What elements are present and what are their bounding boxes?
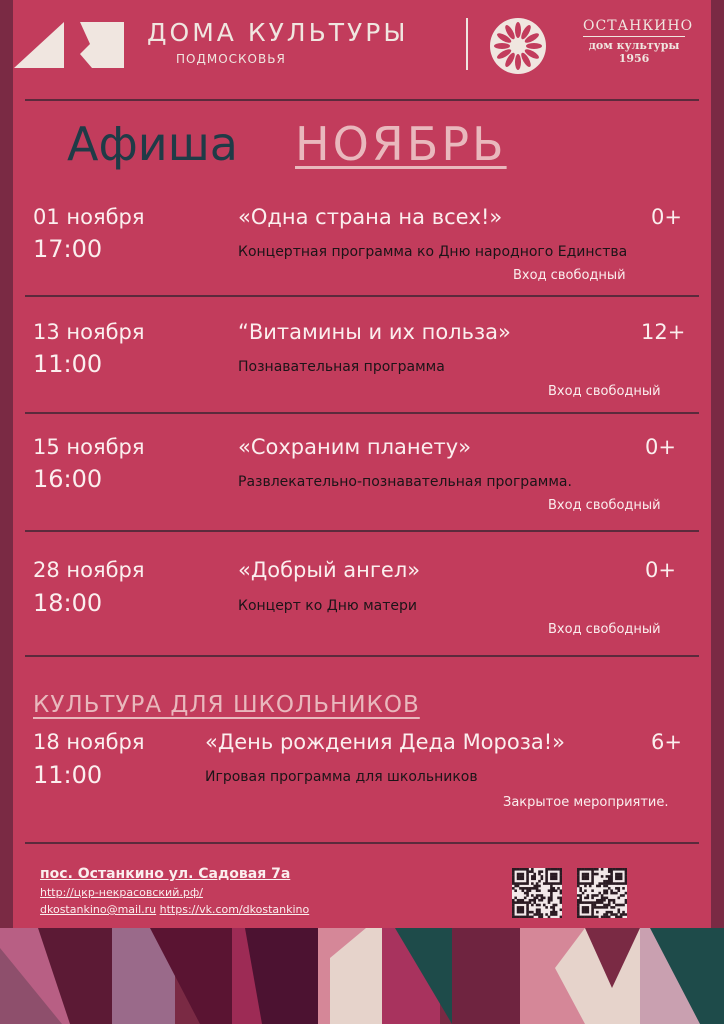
event-description: Развлекательно-познавательная программа.	[238, 474, 572, 490]
event-description: Игровая программа для школьников	[205, 769, 478, 785]
qr-code-icon[interactable]	[577, 868, 627, 918]
page-title: Афиша	[67, 117, 238, 171]
ostankino-subtitle: дом культуры	[588, 39, 680, 52]
age-rating: 12+	[641, 320, 686, 344]
website-link[interactable]: http://цкр-некрасовский.рф/	[40, 886, 203, 899]
divider	[25, 295, 699, 297]
ostankino-name: ОСТАНКИНО	[583, 18, 685, 37]
event-time: 17:00	[33, 235, 103, 263]
age-rating: 0+	[651, 205, 682, 229]
divider	[25, 842, 699, 844]
event-time: 16:00	[33, 465, 103, 493]
age-rating: 6+	[651, 730, 682, 754]
event-title: «День рождения Деда Мороза!»	[205, 730, 566, 754]
ostankino-year: 1956	[618, 52, 650, 65]
event-description: Концертная программа ко Дню народного Единства	[238, 244, 628, 260]
event-title: “Витамины и их польза»	[238, 320, 511, 344]
age-rating: 0+	[645, 558, 676, 582]
sun-logo-icon	[489, 17, 547, 75]
divider	[25, 412, 699, 414]
event-date: 15 ноября	[33, 435, 145, 459]
triangle-logo-icon	[14, 20, 126, 70]
event-description: Познавательная программа	[238, 359, 445, 375]
brand-subtitle: ПОДМОСКОВЬЯ	[176, 52, 286, 66]
event-date: 01 ноября	[33, 205, 145, 229]
contacts	[40, 903, 309, 916]
address: пос. Останкино ул. Садовая 7а	[40, 866, 291, 882]
event-time: 18:00	[33, 589, 103, 617]
ostankino-logo	[583, 18, 694, 65]
event-time: 11:00	[33, 761, 103, 789]
event-date: 28 ноября	[33, 558, 145, 582]
month-title: НОЯБРЬ	[295, 117, 507, 171]
event-title: «Одна страна на всех!»	[238, 205, 503, 229]
divider	[25, 655, 699, 657]
event-description: Концерт ко Дню матери	[238, 598, 417, 614]
entry-info: Вход свободный	[548, 384, 661, 399]
decorative-footer	[0, 928, 724, 1024]
header-divider	[466, 18, 468, 70]
vk-link[interactable]: https://vk.com/dkostankino	[159, 903, 310, 916]
qr-code-icon	[512, 868, 562, 918]
event-time: 11:00	[33, 350, 103, 378]
brand-title: ДОМА КУЛЬТУРЫ	[147, 18, 409, 47]
divider	[25, 530, 699, 532]
qr-code-icon	[577, 868, 627, 918]
event-date: 18 ноября	[33, 730, 145, 754]
divider	[25, 99, 699, 101]
qr-code-icon[interactable]	[512, 868, 562, 918]
event-title: «Добрый ангел»	[238, 558, 421, 582]
event-title: «Сохраним планету»	[238, 435, 472, 459]
event-date: 13 ноября	[33, 320, 145, 344]
section-heading: КУЛЬТУРА ДЛЯ ШКОЛЬНИКОВ	[33, 692, 420, 718]
age-rating: 0+	[645, 435, 676, 459]
entry-info: Вход свободный	[548, 622, 661, 637]
email-link[interactable]: dkostankino@mail.ru	[40, 903, 157, 916]
entry-info: Вход свободный	[548, 498, 661, 513]
entry-info: Закрытое мероприятие.	[503, 795, 669, 810]
entry-info: Вход свободный	[513, 268, 626, 283]
